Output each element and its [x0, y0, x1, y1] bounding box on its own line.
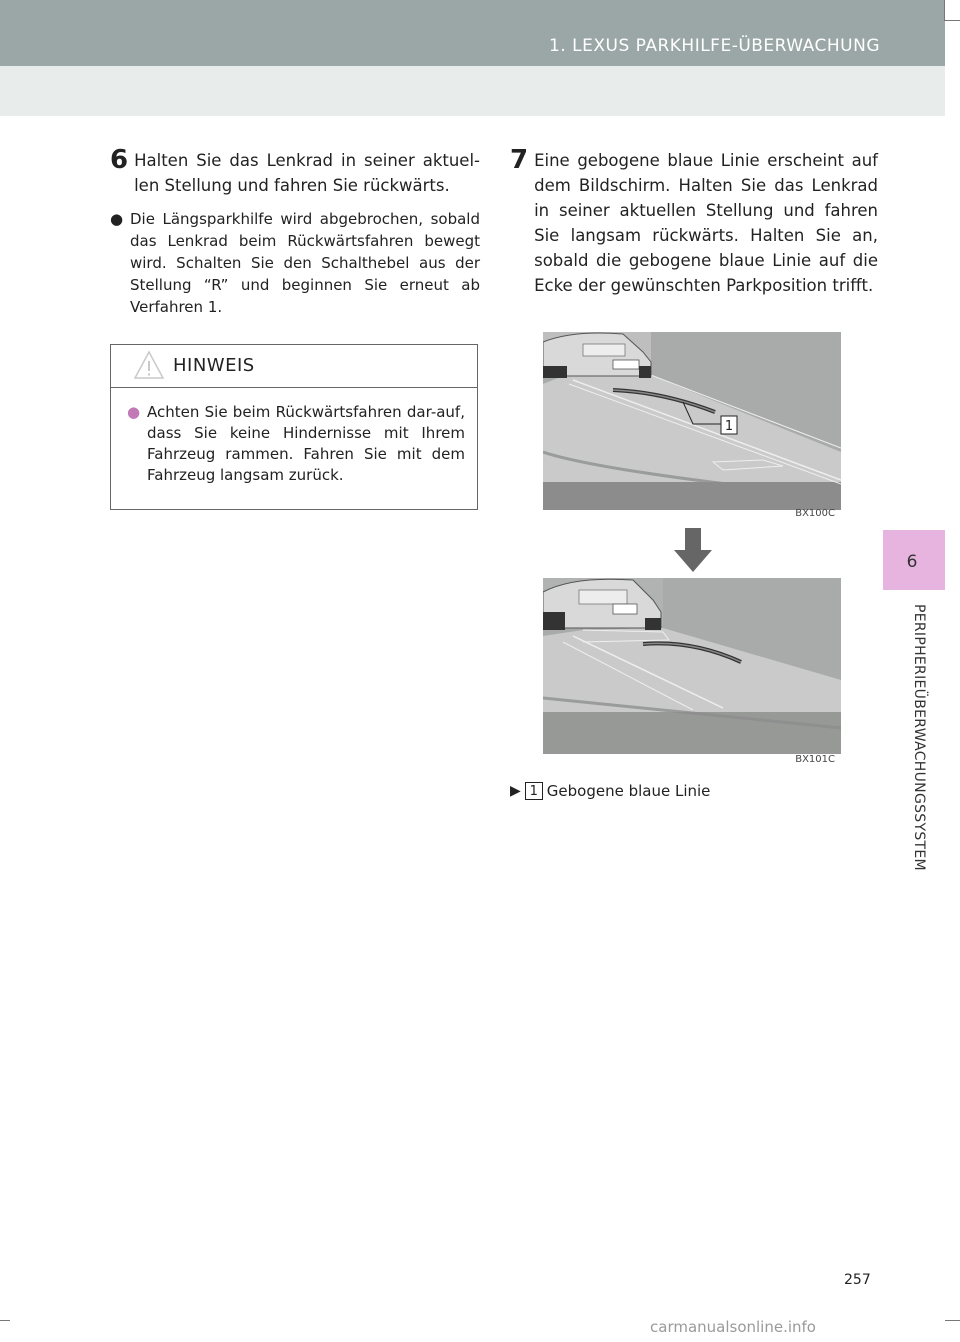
car-icon [543, 578, 663, 630]
right-column [510, 145, 878, 298]
step-7 [510, 145, 878, 298]
section-title: 1. LEXUS PARKHILFE-ÜBERWACHUNG [549, 36, 880, 56]
chapter-number: 6 [906, 552, 918, 572]
car-icon [543, 332, 651, 378]
figure-curved-line [543, 332, 841, 520]
legend-callout: 1 [525, 782, 543, 800]
header-subbar [0, 66, 945, 116]
crop-mark [944, 20, 960, 21]
parking-camera-illustration [543, 578, 841, 766]
crop-mark [944, 1320, 960, 1321]
step-text: Halten Sie das Lenkrad in seiner aktuel-len Stellung und fahren Sie rückwärts. [134, 151, 480, 195]
page-number: 257 [844, 1272, 871, 1288]
notice-box [110, 344, 478, 510]
step-number: 7 [510, 145, 529, 175]
figure-code: BX101C [795, 754, 835, 765]
legend-text: Gebogene blaue Linie [546, 782, 711, 800]
step-number: 6 [110, 145, 129, 175]
figure-callout: 1 [724, 419, 734, 434]
figure-stop-position [543, 578, 841, 766]
bullet-text: Die Längsparkhilfe wird abgebrochen, sobald das Lenkrad beim Rückwärtsfahren bewegt wird. Schalten Sie den Schalthebel aus der Stellung “R” und beginnen Sie erneut ab Verfahren 1. [130, 210, 480, 316]
notice-title: HINWEIS [173, 355, 255, 376]
crop-mark [0, 1320, 10, 1321]
parking-camera-illustration [543, 332, 841, 520]
chapter-label: PERIPHERIEÜBERWACHUNGSSYSTEM [911, 604, 927, 871]
notice-body [111, 388, 477, 486]
bullet-dot-icon: ● [127, 403, 141, 421]
crop-mark [944, 0, 945, 20]
bullet-dot-icon: ● [110, 210, 124, 228]
step-6 [110, 145, 480, 198]
warning-triangle-icon [133, 349, 165, 381]
step-text: Eine gebogene blaue Linie erscheint auf dem Bildschirm. Halten Sie das Lenkrad in seiner aktuellen Stellung und fahren Sie langsam rückwärts. Halten Sie an, sobald die gebogene blaue Linie auf die Ecke der gewünschten Parkposition trifft. [534, 151, 878, 295]
arrow-down-icon [674, 528, 712, 572]
left-column [110, 145, 480, 318]
figure-code: BX100C [795, 508, 835, 519]
figure-legend [510, 782, 710, 800]
notice-text: Achten Sie beim Rückwärtsfahren dar-auf, dass Sie keine Hindernisse mit Ihrem Fahrzeug rammen. Fahren Sie mit dem Fahrzeug langsam zurück. [147, 403, 465, 484]
notice-header [111, 345, 477, 388]
footer-watermark: carmanualsonline.info [650, 1318, 816, 1336]
header-bar [0, 0, 945, 66]
bullet-item [110, 208, 480, 318]
triangle-right-icon: ▶ [510, 783, 521, 799]
